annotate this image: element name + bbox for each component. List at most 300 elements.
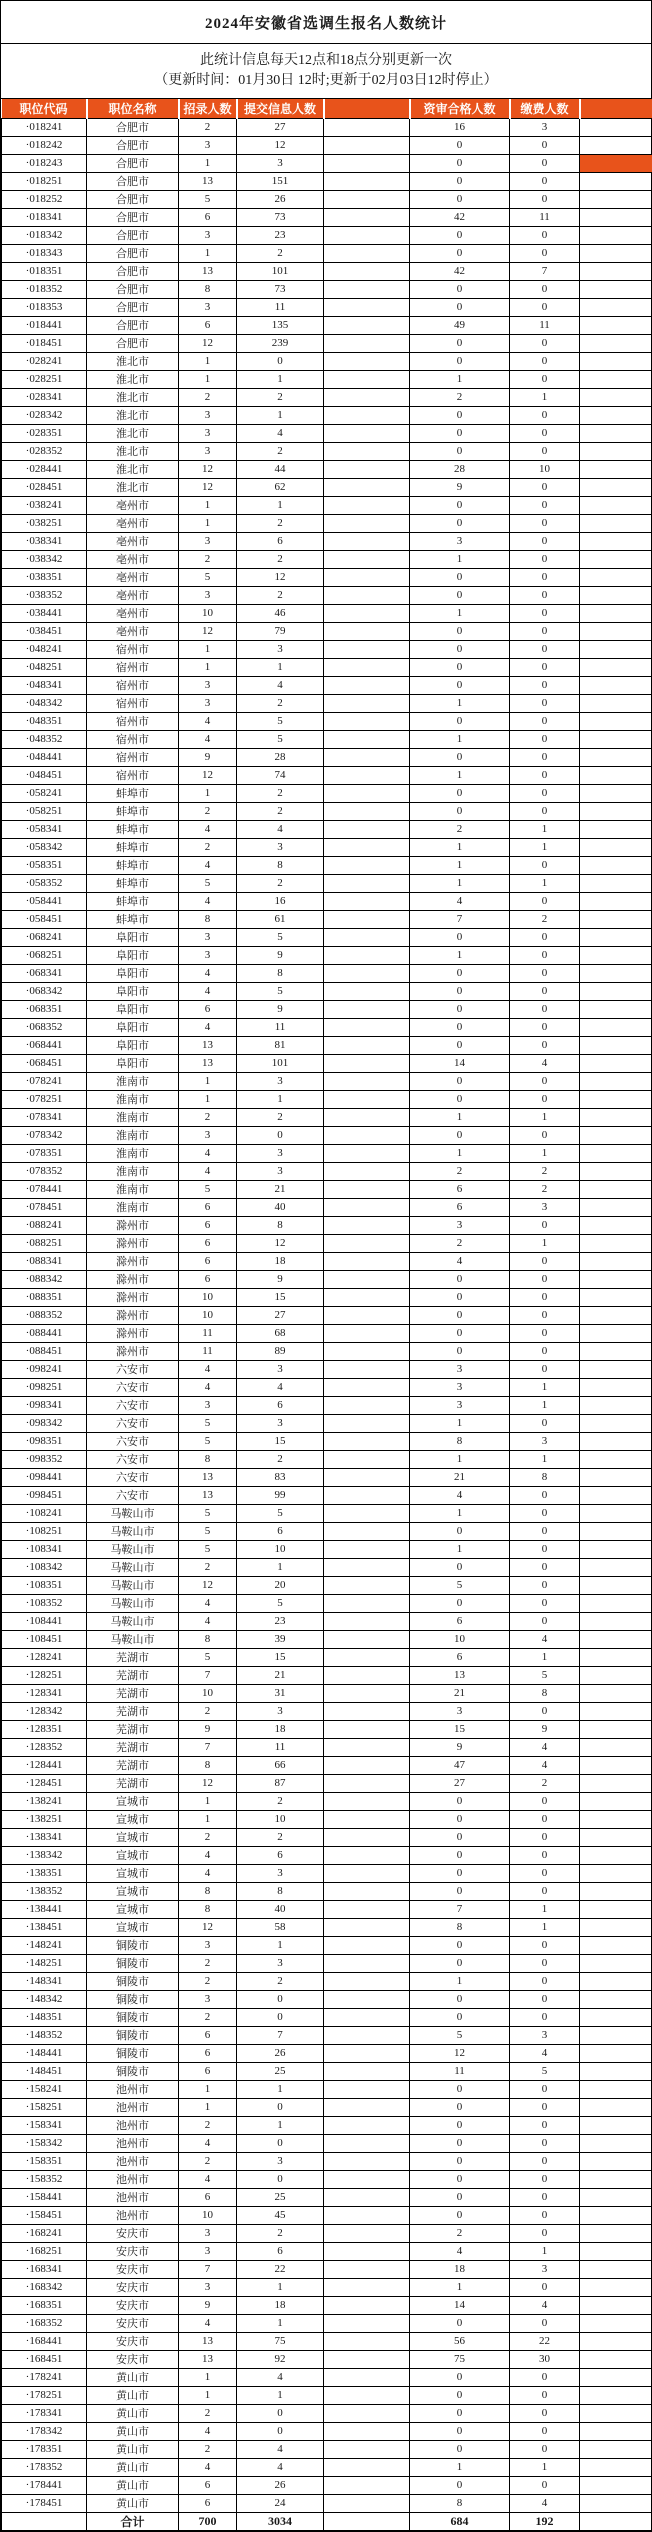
col-spacer-cell — [324, 1216, 410, 1234]
col-trailing-empty-cell — [580, 2332, 652, 2350]
table-row — [2, 784, 652, 802]
col-recruit-count-cell: 4 — [179, 1864, 237, 1882]
col-recruit-count-cell: 3 — [179, 532, 237, 550]
col-position-code-cell: · 048251 — [2, 658, 87, 676]
col-position-name-cell: 淮北市 — [87, 424, 179, 442]
col-position-name-cell: 阜阳市 — [87, 1036, 179, 1054]
col-position-code-cell: · 058341 — [2, 820, 87, 838]
table-row — [2, 1396, 652, 1414]
col-trailing-empty-cell — [580, 2494, 652, 2512]
col-trailing-empty-cell — [580, 964, 652, 982]
col-submitted-count-cell: 27 — [237, 118, 324, 136]
col-position-code-cell: · 138441 — [2, 1900, 87, 1918]
col-spacer-cell — [324, 964, 410, 982]
col-spacer-cell — [324, 2152, 410, 2170]
col-position-code-cell: · 058441 — [2, 892, 87, 910]
col-position-code-cell: · 048341 — [2, 676, 87, 694]
table-row — [2, 1000, 652, 1018]
col-recruit-count-cell: 13 — [179, 262, 237, 280]
col-paid-count-cell: 0 — [510, 136, 580, 154]
col-position-code-cell: · 068341 — [2, 964, 87, 982]
col-spacer-cell — [324, 2296, 410, 2314]
col-qualified-count-cell: 3 — [410, 1702, 510, 1720]
table-row — [2, 316, 652, 334]
col-recruit-count-cell: 6 — [179, 2188, 237, 2206]
column-header-position-code: 职位代码 — [2, 99, 87, 118]
col-position-name-cell: 芜湖市 — [87, 1756, 179, 1774]
col-trailing-empty-cell — [580, 244, 652, 262]
col-position-name-cell: 亳州市 — [87, 622, 179, 640]
col-recruit-count-cell: 13 — [179, 172, 237, 190]
col-qualified-count-cell: 1 — [410, 838, 510, 856]
col-submitted-count-cell: 66 — [237, 1756, 324, 1774]
col-recruit-count-total-cell: 700 — [179, 2512, 237, 2530]
col-trailing-empty-cell — [580, 280, 652, 298]
col-paid-count-cell: 2 — [510, 910, 580, 928]
col-submitted-count-cell: 4 — [237, 676, 324, 694]
col-recruit-count-cell: 3 — [179, 1936, 237, 1954]
total-row — [2, 2512, 652, 2530]
col-recruit-count-cell: 3 — [179, 946, 237, 964]
col-position-name-cell: 蚌埠市 — [87, 784, 179, 802]
col-recruit-count-cell: 4 — [179, 820, 237, 838]
col-qualified-count-cell: 0 — [410, 2116, 510, 2134]
col-submitted-count-cell: 3 — [237, 838, 324, 856]
table-row — [2, 640, 652, 658]
col-position-code-cell: · 028251 — [2, 370, 87, 388]
col-position-name-cell: 马鞍山市 — [87, 1522, 179, 1540]
col-position-code-cell: · 078341 — [2, 1108, 87, 1126]
col-spacer-cell — [324, 2116, 410, 2134]
col-position-code-cell: · 158341 — [2, 2116, 87, 2134]
col-trailing-empty-cell — [580, 568, 652, 586]
table-row — [2, 2260, 652, 2278]
col-spacer-cell — [324, 730, 410, 748]
col-spacer-cell — [324, 424, 410, 442]
col-paid-count-cell: 0 — [510, 190, 580, 208]
col-submitted-count-cell: 21 — [237, 1180, 324, 1198]
col-submitted-count-cell: 1 — [237, 370, 324, 388]
col-paid-count-cell: 0 — [510, 964, 580, 982]
col-recruit-count-cell: 3 — [179, 226, 237, 244]
col-spacer-cell — [324, 388, 410, 406]
col-position-name-cell: 阜阳市 — [87, 928, 179, 946]
table-row — [2, 1792, 652, 1810]
col-qualified-count-cell: 0 — [410, 2368, 510, 2386]
table-row — [2, 910, 652, 928]
col-qualified-count-cell: 0 — [410, 1810, 510, 1828]
col-position-name-cell: 亳州市 — [87, 496, 179, 514]
highlighted-empty-cell — [580, 154, 652, 172]
col-recruit-count-cell: 13 — [179, 1054, 237, 1072]
col-position-code-cell: · 128451 — [2, 1774, 87, 1792]
col-paid-count-cell: 0 — [510, 1090, 580, 1108]
col-position-name-cell: 宣城市 — [87, 1810, 179, 1828]
col-trailing-empty-cell — [580, 2026, 652, 2044]
col-recruit-count-cell: 4 — [179, 2422, 237, 2440]
col-position-name-cell: 蚌埠市 — [87, 910, 179, 928]
col-spacer-cell — [324, 892, 410, 910]
col-submitted-count-cell: 0 — [237, 2422, 324, 2440]
col-qualified-count-cell: 14 — [410, 1054, 510, 1072]
col-paid-count-cell: 2 — [510, 1774, 580, 1792]
col-trailing-empty-cell — [580, 640, 652, 658]
table-row — [2, 712, 652, 730]
col-submitted-count-cell: 4 — [237, 2440, 324, 2458]
col-position-code-cell: · 168341 — [2, 2260, 87, 2278]
col-position-code-cell: · 108341 — [2, 1540, 87, 1558]
col-spacer-cell — [324, 2170, 410, 2188]
table-row — [2, 622, 652, 640]
col-spacer-cell — [324, 478, 410, 496]
col-trailing-empty-cell — [580, 2152, 652, 2170]
col-paid-count-cell: 0 — [510, 1252, 580, 1270]
col-qualified-count-cell: 0 — [410, 1090, 510, 1108]
table-row — [2, 2332, 652, 2350]
col-position-code-cell: · 108342 — [2, 1558, 87, 1576]
col-trailing-empty-cell — [580, 1558, 652, 1576]
col-submitted-count-cell: 0 — [237, 352, 324, 370]
col-position-name-cell: 池州市 — [87, 2116, 179, 2134]
col-recruit-count-cell: 12 — [179, 478, 237, 496]
col-trailing-empty-cell — [580, 1954, 652, 1972]
col-position-code-cell: · 078251 — [2, 1090, 87, 1108]
col-position-code-cell: · 018441 — [2, 316, 87, 334]
col-recruit-count-cell: 8 — [179, 1882, 237, 1900]
col-recruit-count-cell: 2 — [179, 1558, 237, 1576]
col-position-code-cell: · 108251 — [2, 1522, 87, 1540]
col-position-code-cell: · 138351 — [2, 1864, 87, 1882]
col-paid-count-cell: 0 — [510, 676, 580, 694]
col-paid-count-cell: 0 — [510, 2098, 580, 2116]
col-qualified-count-cell: 0 — [410, 1846, 510, 1864]
table-row — [2, 2008, 652, 2026]
col-paid-count-cell: 0 — [510, 712, 580, 730]
col-spacer-cell — [324, 1054, 410, 1072]
col-trailing-empty-cell — [580, 1648, 652, 1666]
col-trailing-empty-cell — [580, 604, 652, 622]
col-position-name-cell: 合肥市 — [87, 298, 179, 316]
table-row — [2, 2422, 652, 2440]
col-qualified-count-cell: 1 — [410, 1540, 510, 1558]
col-qualified-count-cell: 1 — [410, 1414, 510, 1432]
col-trailing-empty-cell — [580, 1684, 652, 1702]
col-position-name-cell: 池州市 — [87, 2098, 179, 2116]
col-paid-count-cell: 0 — [510, 2404, 580, 2422]
col-submitted-count-cell: 151 — [237, 172, 324, 190]
col-spacer-cell — [324, 1558, 410, 1576]
table-row — [2, 442, 652, 460]
col-qualified-count-cell: 0 — [410, 442, 510, 460]
col-submitted-count-cell: 10 — [237, 1540, 324, 1558]
col-position-name-cell: 马鞍山市 — [87, 1558, 179, 1576]
col-position-code-cell: · 038441 — [2, 604, 87, 622]
col-spacer-cell — [324, 262, 410, 280]
col-qualified-count-cell: 0 — [410, 1594, 510, 1612]
col-spacer-cell — [324, 1360, 410, 1378]
table-row — [2, 802, 652, 820]
col-trailing-empty-cell — [580, 316, 652, 334]
col-position-name-cell: 池州市 — [87, 2206, 179, 2224]
col-position-name-cell: 滁州市 — [87, 1234, 179, 1252]
col-spacer-cell — [324, 784, 410, 802]
col-recruit-count-cell: 4 — [179, 2314, 237, 2332]
col-position-code-cell: · 148342 — [2, 1990, 87, 2008]
col-trailing-empty-cell — [580, 1864, 652, 1882]
col-recruit-count-cell: 4 — [179, 964, 237, 982]
col-position-name-cell: 马鞍山市 — [87, 1630, 179, 1648]
col-spacer-cell — [324, 2008, 410, 2026]
table-row — [2, 964, 652, 982]
col-position-code-cell: · 098341 — [2, 1396, 87, 1414]
col-position-name-cell: 阜阳市 — [87, 982, 179, 1000]
col-recruit-count-cell: 4 — [179, 1594, 237, 1612]
col-recruit-count-cell: 10 — [179, 2206, 237, 2224]
col-paid-count-cell: 0 — [510, 1126, 580, 1144]
col-trailing-empty-cell — [580, 784, 652, 802]
col-position-name-cell: 淮北市 — [87, 370, 179, 388]
col-position-code-cell: · 068451 — [2, 1054, 87, 1072]
col-recruit-count-cell: 13 — [179, 1468, 237, 1486]
col-paid-count-cell: 0 — [510, 1342, 580, 1360]
col-submitted-count-cell: 26 — [237, 2044, 324, 2062]
col-position-code-cell: · 138341 — [2, 1828, 87, 1846]
col-recruit-count-cell: 2 — [179, 388, 237, 406]
col-qualified-count-cell: 0 — [410, 2476, 510, 2494]
col-position-code-cell: · 028451 — [2, 478, 87, 496]
col-recruit-count-cell: 3 — [179, 928, 237, 946]
col-qualified-count-cell: 1 — [410, 1504, 510, 1522]
col-submitted-count-cell: 135 — [237, 316, 324, 334]
col-qualified-count-cell: 0 — [410, 334, 510, 352]
col-trailing-empty-cell — [580, 1216, 652, 1234]
col-position-name-cell: 宿州市 — [87, 730, 179, 748]
col-trailing-empty-cell — [580, 1414, 652, 1432]
col-position-code-cell: · 068441 — [2, 1036, 87, 1054]
col-paid-count-cell: 0 — [510, 1576, 580, 1594]
col-position-code-cell: · 028441 — [2, 460, 87, 478]
col-qualified-count-cell: 1 — [410, 694, 510, 712]
col-position-code-cell: · 018251 — [2, 172, 87, 190]
col-paid-count-cell: 2 — [510, 1162, 580, 1180]
col-recruit-count-cell: 6 — [179, 1252, 237, 1270]
col-spacer-cell — [324, 1612, 410, 1630]
table-row — [2, 2296, 652, 2314]
col-position-name-cell: 宣城市 — [87, 1792, 179, 1810]
col-position-code-cell: · 178441 — [2, 2476, 87, 2494]
col-qualified-count-cell: 3 — [410, 1216, 510, 1234]
table-row — [2, 190, 652, 208]
col-spacer-cell — [324, 2062, 410, 2080]
col-position-code-cell: · 088251 — [2, 1234, 87, 1252]
col-qualified-count-total-cell: 684 — [410, 2512, 510, 2530]
col-spacer-cell — [324, 280, 410, 298]
col-recruit-count-cell: 4 — [179, 1612, 237, 1630]
col-position-name-cell: 淮北市 — [87, 460, 179, 478]
col-position-name-cell: 安庆市 — [87, 2224, 179, 2242]
col-trailing-empty-cell — [580, 370, 652, 388]
col-qualified-count-cell: 8 — [410, 2494, 510, 2512]
col-spacer-cell — [324, 586, 410, 604]
col-trailing-empty-cell — [580, 1486, 652, 1504]
col-spacer-cell — [324, 568, 410, 586]
col-paid-count-cell: 0 — [510, 496, 580, 514]
col-qualified-count-cell: 0 — [410, 1000, 510, 1018]
col-submitted-count-cell: 40 — [237, 1900, 324, 1918]
table-row — [2, 1702, 652, 1720]
col-paid-count-cell: 0 — [510, 2080, 580, 2098]
col-recruit-count-cell: 1 — [179, 1810, 237, 1828]
col-qualified-count-cell: 1 — [410, 2458, 510, 2476]
col-position-name-cell: 六安市 — [87, 1360, 179, 1378]
col-recruit-count-cell: 3 — [179, 586, 237, 604]
col-recruit-count-cell: 6 — [179, 2062, 237, 2080]
col-trailing-empty-cell — [580, 1936, 652, 1954]
col-trailing-empty-cell — [580, 712, 652, 730]
col-trailing-empty-cell — [580, 1378, 652, 1396]
table-row — [2, 1018, 652, 1036]
stats-table — [1, 99, 652, 2531]
col-recruit-count-cell: 13 — [179, 2350, 237, 2368]
col-position-code-cell: · 018252 — [2, 190, 87, 208]
col-paid-count-cell: 0 — [510, 478, 580, 496]
col-submitted-count-cell: 79 — [237, 622, 324, 640]
col-submitted-count-cell: 1 — [237, 406, 324, 424]
col-trailing-empty-cell — [580, 766, 652, 784]
col-position-code-cell: · 038241 — [2, 496, 87, 514]
col-trailing-empty-cell — [580, 1144, 652, 1162]
col-spacer-cell — [324, 1720, 410, 1738]
col-position-code-cell: · 128441 — [2, 1756, 87, 1774]
col-paid-count-cell: 0 — [510, 604, 580, 622]
col-submitted-count-total-cell: 3034 — [237, 2512, 324, 2530]
col-position-code-cell: · 148441 — [2, 2044, 87, 2062]
col-position-code-cell: · 108241 — [2, 1504, 87, 1522]
col-position-code-cell: · 038341 — [2, 532, 87, 550]
col-paid-count-cell: 8 — [510, 1468, 580, 1486]
col-qualified-count-cell: 5 — [410, 1576, 510, 1594]
col-submitted-count-cell: 5 — [237, 928, 324, 946]
col-submitted-count-cell: 2 — [237, 388, 324, 406]
col-submitted-count-cell: 3 — [237, 1702, 324, 1720]
table-row — [2, 1126, 652, 1144]
table-row — [2, 280, 652, 298]
table-row — [2, 1072, 652, 1090]
table-row — [2, 244, 652, 262]
col-spacer-cell — [324, 2494, 410, 2512]
col-position-code-cell: · 048351 — [2, 712, 87, 730]
col-paid-count-cell: 4 — [510, 2296, 580, 2314]
col-paid-count-cell: 0 — [510, 1072, 580, 1090]
col-paid-count-cell: 7 — [510, 262, 580, 280]
col-position-name-cell: 淮南市 — [87, 1072, 179, 1090]
col-paid-count-cell: 0 — [510, 694, 580, 712]
col-position-name-cell: 马鞍山市 — [87, 1540, 179, 1558]
col-position-name-cell: 铜陵市 — [87, 2008, 179, 2026]
col-position-name-cell: 合肥市 — [87, 136, 179, 154]
col-submitted-count-cell: 25 — [237, 2062, 324, 2080]
col-qualified-count-cell: 0 — [410, 1270, 510, 1288]
col-recruit-count-cell: 5 — [179, 1432, 237, 1450]
col-position-name-cell: 蚌埠市 — [87, 874, 179, 892]
col-position-name-cell: 合肥市 — [87, 154, 179, 172]
col-trailing-empty-cell — [580, 2044, 652, 2062]
col-trailing-empty-cell — [580, 550, 652, 568]
col-spacer-cell — [324, 1180, 410, 1198]
col-submitted-count-cell: 61 — [237, 910, 324, 928]
col-recruit-count-cell: 2 — [179, 2008, 237, 2026]
col-position-code-cell: · 058351 — [2, 856, 87, 874]
col-spacer-cell — [324, 406, 410, 424]
table-row — [2, 532, 652, 550]
col-recruit-count-cell: 2 — [179, 838, 237, 856]
col-recruit-count-cell: 12 — [179, 766, 237, 784]
col-qualified-count-cell: 0 — [410, 928, 510, 946]
col-position-code-cell: · 178341 — [2, 2404, 87, 2422]
col-paid-count-cell: 1 — [510, 838, 580, 856]
col-recruit-count-cell: 3 — [179, 2242, 237, 2260]
col-trailing-empty-cell — [580, 2296, 652, 2314]
col-spacer-cell — [324, 1522, 410, 1540]
col-qualified-count-cell: 1 — [410, 370, 510, 388]
col-position-name-cell: 阜阳市 — [87, 946, 179, 964]
page-title: 2024年安徽省选调生报名人数统计 — [1, 1, 651, 44]
col-qualified-count-cell: 1 — [410, 730, 510, 748]
col-qualified-count-cell: 2 — [410, 388, 510, 406]
table-row — [2, 1252, 652, 1270]
col-qualified-count-cell: 1 — [410, 550, 510, 568]
col-spacer-cell — [324, 946, 410, 964]
table-row — [2, 1612, 652, 1630]
col-recruit-count-cell: 1 — [179, 2386, 237, 2404]
col-paid-count-cell: 4 — [510, 1630, 580, 1648]
col-paid-count-cell: 0 — [510, 748, 580, 766]
col-position-name-cell: 合肥市 — [87, 244, 179, 262]
table-row — [2, 334, 652, 352]
col-recruit-count-cell: 8 — [179, 910, 237, 928]
col-paid-count-cell: 0 — [510, 2152, 580, 2170]
col-qualified-count-cell: 0 — [410, 1342, 510, 1360]
col-submitted-count-cell: 1 — [237, 1558, 324, 1576]
col-spacer-cell — [324, 1162, 410, 1180]
col-position-code-cell: · 018351 — [2, 262, 87, 280]
col-position-code-cell: · 018353 — [2, 298, 87, 316]
col-spacer-cell — [324, 1828, 410, 1846]
table-row — [2, 1162, 652, 1180]
col-paid-count-cell: 0 — [510, 550, 580, 568]
col-submitted-count-cell: 15 — [237, 1288, 324, 1306]
col-trailing-empty-cell — [580, 730, 652, 748]
col-position-name-cell: 六安市 — [87, 1378, 179, 1396]
col-spacer-cell — [324, 460, 410, 478]
col-recruit-count-cell: 3 — [179, 1396, 237, 1414]
col-qualified-count-cell: 0 — [410, 982, 510, 1000]
col-recruit-count-cell: 8 — [179, 280, 237, 298]
table-row — [2, 1594, 652, 1612]
col-paid-count-cell: 3 — [510, 2260, 580, 2278]
table-row — [2, 2242, 652, 2260]
col-paid-count-cell: 0 — [510, 2170, 580, 2188]
table-row — [2, 154, 652, 172]
col-trailing-empty-cell — [580, 820, 652, 838]
col-paid-count-cell: 9 — [510, 1720, 580, 1738]
table-row — [2, 1630, 652, 1648]
col-qualified-count-cell: 0 — [410, 2422, 510, 2440]
col-recruit-count-cell: 1 — [179, 2080, 237, 2098]
table-row — [2, 460, 652, 478]
col-spacer-cell — [324, 2026, 410, 2044]
col-submitted-count-cell: 6 — [237, 1522, 324, 1540]
